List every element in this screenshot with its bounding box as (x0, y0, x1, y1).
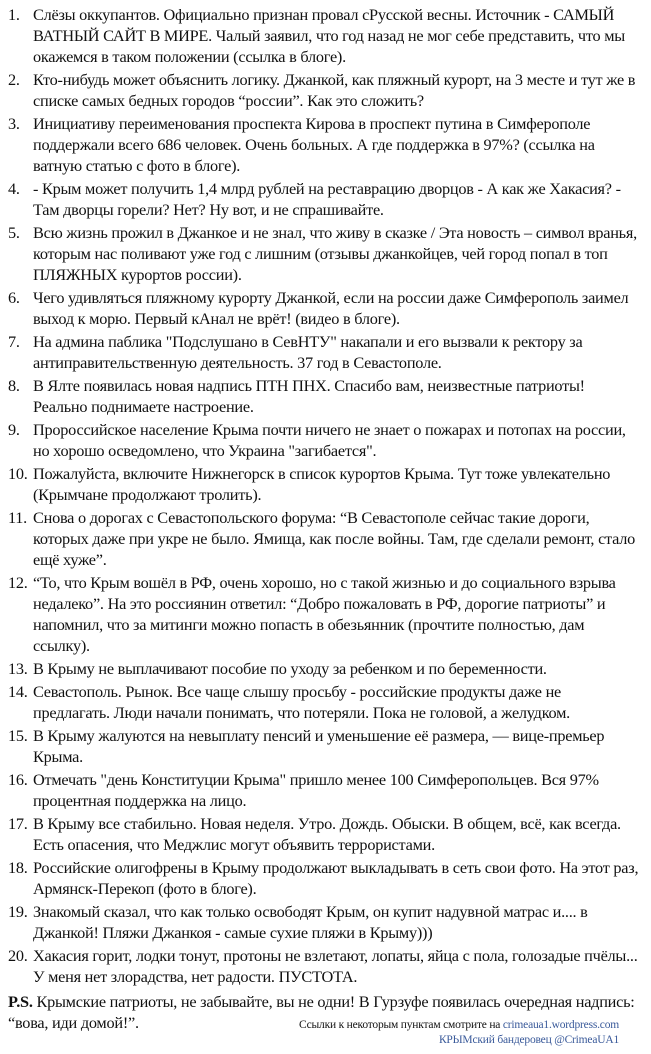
news-list (8, 4, 641, 987)
item-text: Пророссийское население Крыма почти ничего не знает о пожарах и потопах на россии, но хорошо осведомлено, что Украина "загибается". (33, 420, 626, 460)
item-number: 20. (8, 946, 28, 965)
item-number: 18. (8, 858, 28, 877)
item-number: 3. (8, 114, 20, 133)
item-text: В Ялте появилась новая надпись ПТН ПНХ. Спасибо вам, неизвестные патриоты! Реально поднимаете настроение. (33, 376, 585, 416)
item-number: 4. (8, 179, 20, 198)
list-item (8, 945, 641, 987)
item-number: 16. (8, 770, 28, 789)
item-number: 15. (8, 726, 28, 745)
item-text: Кто-нибудь может объяснить логику. Джанкой, как пляжный курорт, на 3 месте и тут же в списке самых бедных городов “россии”. Как это сложить? (33, 70, 636, 110)
item-number: 13. (8, 659, 28, 678)
postscript-text: Крымские патриоты, не забывайте, вы не одни! В Гурзуфе появилась очередная надпись: “вова, иди домой!”. (8, 992, 635, 1032)
list-item (8, 572, 641, 656)
item-text: В Крыму жалуются на невыплату пенсий и уменьшение её размера, — вице-премьер Крыма. (33, 726, 605, 766)
item-number: 11. (8, 508, 27, 527)
list-item (8, 681, 641, 723)
item-number: 10. (8, 464, 28, 483)
list-item (8, 222, 641, 285)
postscript-label: P.S. (8, 992, 33, 1011)
list-item (8, 287, 641, 329)
list-item (8, 507, 641, 570)
item-number: 2. (8, 70, 20, 89)
item-number: 17. (8, 814, 28, 833)
blog-link[interactable]: crimeaua1.wordpress.com (502, 1019, 619, 1031)
list-item (8, 4, 641, 67)
list-item (8, 857, 641, 899)
item-text: Российские олигофрены в Крыму продолжают выкладывать в сеть свои фото. На этот раз, Армянск-Перекоп (фото в блоге). (33, 858, 639, 898)
item-text: Всю жизнь прожил в Джанкое и не знал, что живу в сказке / Эта новость – символ вранья, которым нас поливают уже год с лишним (отзывы джанкойцев, чей город попал в топ ПЛЯЖНЫХ курортов россии). (33, 223, 637, 284)
list-item (8, 901, 641, 943)
item-number: 7. (8, 332, 20, 351)
item-text: Севастополь. Рынок. Все чаще слышу просьбу - российские продукты даже не предлагать. Люди начали понимать, что потеряли. Пока не головой, а желудком. (33, 682, 570, 722)
item-text: Чего удивляться пляжному курорту Джанкой, если на россии даже Симферополь заимел выход к морю. Первый кАнал не врёт! (видео в блоге). (33, 288, 629, 328)
list-item (8, 331, 641, 373)
list-item (8, 69, 641, 111)
item-text: Слёзы оккупантов. Официально признан провал сРусской весны. Источник - САМЫЙ ВАТНЫЙ САЙТ В МИРЕ. Чалый заявил, что год назад не мог себе представить, что мы окажемся в таком положении (ссылка в блоге). (33, 5, 625, 66)
list-item (8, 769, 641, 811)
footer (299, 1018, 619, 1048)
item-number: 5. (8, 223, 20, 242)
links-prefix: Ссылки к некоторым пунктам смотрите на (299, 1019, 503, 1031)
item-number: 1. (8, 5, 20, 24)
list-item (8, 419, 641, 461)
item-number: 9. (8, 420, 20, 439)
item-number: 12. (8, 573, 28, 592)
list-item (8, 178, 641, 220)
item-number: 19. (8, 902, 28, 921)
item-text: Знакомый сказал, что как только освободят Крым, он купит надувной матрас и.... в Джанкой! Пляжи Джанкоя - самые сухие пляжи в Крыму))) (33, 902, 588, 942)
signature: КРЫМский бандеровец @CrimeaUA1 (438, 1034, 619, 1046)
item-number: 8. (8, 376, 20, 395)
list-item (8, 375, 641, 417)
item-text: Хакасия горит, лодки тонут, протоны не взлетают, лопаты, яйца с пола, голозадые пчёлы... У меня нет злорадства, нет радости. ПУСТОТА. (33, 946, 638, 986)
item-text: В Крыму все стабильно. Новая неделя. Утро. Дождь. Обыски. В общем, всё, как всегда. Есть опасения, что Меджлис могут объявить террористами. (33, 814, 621, 854)
item-text: На админа паблика "Подслушано в СевНТУ" накапали и его вызвали к ректору за антиправительственную деятельность. 37 год в Севастополе. (33, 332, 583, 372)
item-text: - Крым может получить 1,4 млрд рублей на реставрацию дворцов - А как же Хакасия? - Там дворцы горели? Нет? Ну вот, и не спрашивайте. (33, 179, 621, 219)
list-item (8, 113, 641, 176)
item-number: 6. (8, 288, 20, 307)
links-line (299, 1018, 619, 1033)
item-text: “То, что Крым вошёл в РФ, очень хорошо, но с такой жизнью и до социального взрыва недалеко”. На это россиянин ответил: “Добро пожаловать в РФ, дорогие патриоты” и напомнил, что за митинги можно попасть в обезьянник (прочтите полностью, дам ссылку). (33, 573, 616, 655)
list-item (8, 725, 641, 767)
item-text: В Крыму не выплачивают пособие по уходу за ребенком и по беременности. (33, 659, 547, 678)
item-text: Инициативу переименования проспекта Кирова в проспект путина в Симферополе поддержали всего 686 человек. Очень больных. А где поддержка в 97%? (ссылка на ватную статью с фото в блоге). (33, 114, 595, 175)
item-text: Пожалуйста, включите Нижнегорск в список курортов Крыма. Тут тоже увлекательно (Крымчане продолжают тролить). (33, 464, 611, 504)
item-text: Отмечать "день Конституции Крыма" пришло менее 100 Симферопольцев. Вся 97% процентная поддержка на лицо. (33, 770, 599, 810)
list-item (8, 813, 641, 855)
item-number: 14. (8, 682, 28, 701)
list-item (8, 463, 641, 505)
item-text: Снова о дорогах с Севастопольского форума: “В Севастополе сейчас такие дороги, которых даже при укре не было. Ямища, как после войны. Там, где сделали ремонт, стало ещё хуже”. (33, 508, 635, 569)
list-item (8, 658, 641, 679)
